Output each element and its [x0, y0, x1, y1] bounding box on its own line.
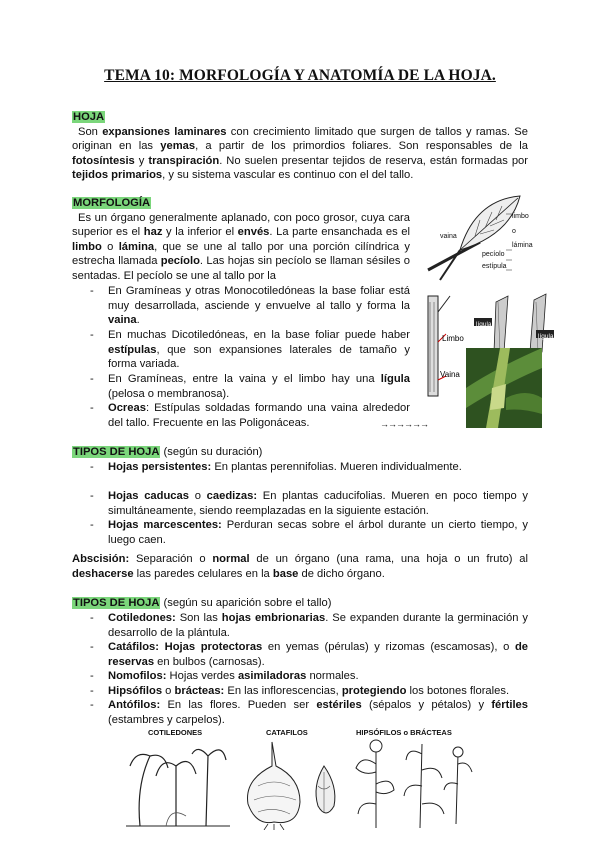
- hoja-heading: HOJA: [73, 111, 105, 123]
- aparicion-bullet: - Hipsófilos o brácteas: En las inflorescencias, protegiendo los botones florales.: [90, 685, 510, 697]
- duracion-bullet: - Hojas marcescentes: Perduran secas sobre el árbol durante un cierto tiempo, y luego caen.: [90, 519, 528, 546]
- aparicion-bullet: - Nomofilos: Hojas verdes asimiladoras normales.: [90, 670, 359, 682]
- morfologia-paragraph: Es un órgano generalmente aplanado, con poco grosor, cuya cara superior es el haz y la inferior el envés. La parte ensanchada es el limbo o lámina, que se une al tallo por una porción cilíndrica y estrecha llamada pecíolo. Las hojas sin pecíolo se llaman sésiles o sentadas. El pecíolo se une al tallo por la: [72, 211, 410, 282]
- caption-catafilos: CATAFILOS: [266, 728, 308, 737]
- arrows: →→→→→→: [380, 419, 428, 429]
- abscision-paragraph: Abscisión: Separación o normal de un órgano (una rama, una hoja o un fruto) al deshacerse las paredes celulares en la base de dicho órgano.: [72, 553, 528, 580]
- cotiledones-figure: [126, 726, 230, 830]
- duracion-heading: TIPOS DE HOJA: [73, 446, 160, 458]
- morfologia-bullet: - Ocreas: Estípulas soldadas formando una vaina alrededor del tallo. Frecuente en las Poligonáceas.: [90, 402, 410, 429]
- aparicion-bullet: - Catáfilos: Hojas protectoras en yemas (pérulas) y rizomas (escamosas), o de reservas en bulbos (carnosas).: [90, 641, 529, 668]
- fig-label-vaina: vaina: [440, 233, 457, 240]
- leaf-diagram-figure: [420, 190, 532, 288]
- duracion-bullet: - Hojas caducas o caedizas: En plantas caducifolias. Mueren en poco tiempo y simultáneamente, siendo reemplazadas en la siguiente estación.: [90, 490, 528, 517]
- duracion-bullet: - Hojas persistentes: En plantas perennifolias. Mueren individualmente.: [90, 461, 462, 473]
- aparicion-heading: TIPOS DE HOJA: [73, 597, 160, 609]
- morfologia-section: [72, 196, 410, 284]
- duracion-heading-row: TIPOS DE HOJA (según su duración): [73, 446, 263, 458]
- ligula-figure: [474, 292, 554, 354]
- morfologia-bullet: - En Gramíneas, entre la vaina y el limbo hay una lígula (pelosa o membranosa).: [90, 373, 410, 400]
- fig-label-peciolo: pecíolo: [482, 251, 505, 258]
- fig-label-limbo: limbo o lámina: [512, 213, 533, 250]
- hoja-paragraph: Son expansiones laminares con crecimiento limitado que surgen de tallos y ramas. Se originan en las yemas, a partir de los primordios foliares. Son responsables de la fotosíntesis y transpiración. No suelen presentar tejidos de reserva, están formadas por tejidos primarios, y su sistema vascular es continuo con el del tallo.: [72, 125, 528, 182]
- morfologia-bullet: - En Gramíneas y otras Monocotiledóneas la base foliar está muy desarrollada, asciende y envuelve al tallo y forma la vaina.: [90, 285, 410, 327]
- fig-label-estipula: estípula: [482, 263, 507, 270]
- caption-cotiledones: COTILEDONES: [148, 728, 203, 737]
- caption-hipsofilos: HIPSÓFILOS o BRÁCTEAS: [356, 728, 452, 737]
- page-title: TEMA 10: MORFOLOGÍA Y ANATOMÍA DE LA HOJA.: [104, 67, 496, 84]
- ocrea-photo: [466, 348, 542, 428]
- fig-label-vaina-stem: Vaina: [440, 370, 460, 379]
- morfologia-heading: MORFOLOGÍA: [73, 197, 151, 209]
- hoja-section: [72, 110, 528, 183]
- catafilos-figure: [238, 726, 342, 830]
- aparicion-bullet: - Cotiledones: Son las hojas embrionarias. Se expanden durante la germinación y desarrollo de la plántula.: [90, 612, 528, 639]
- fig-label-ligula-1: lígula: [476, 321, 492, 328]
- grass-stem-figure: [420, 292, 466, 400]
- fig-label-limbo-stem: Limbo: [442, 334, 464, 343]
- morfologia-bullet: - En muchas Dicotiledóneas, en la base foliar puede haber estípulas, que son expansiones laterales de tamaño y forma variada.: [90, 329, 410, 371]
- hipsofilos-figure: [346, 724, 474, 830]
- aparicion-heading-row: TIPOS DE HOJA (según su aparición sobre el tallo): [73, 597, 332, 609]
- aparicion-bullet: - Antófilos: En las flores. Pueden ser estériles (sépalos y pétalos) y fértiles (estambres y carpelos).: [90, 699, 528, 726]
- fig-label-ligula-2: lígula: [538, 333, 554, 340]
